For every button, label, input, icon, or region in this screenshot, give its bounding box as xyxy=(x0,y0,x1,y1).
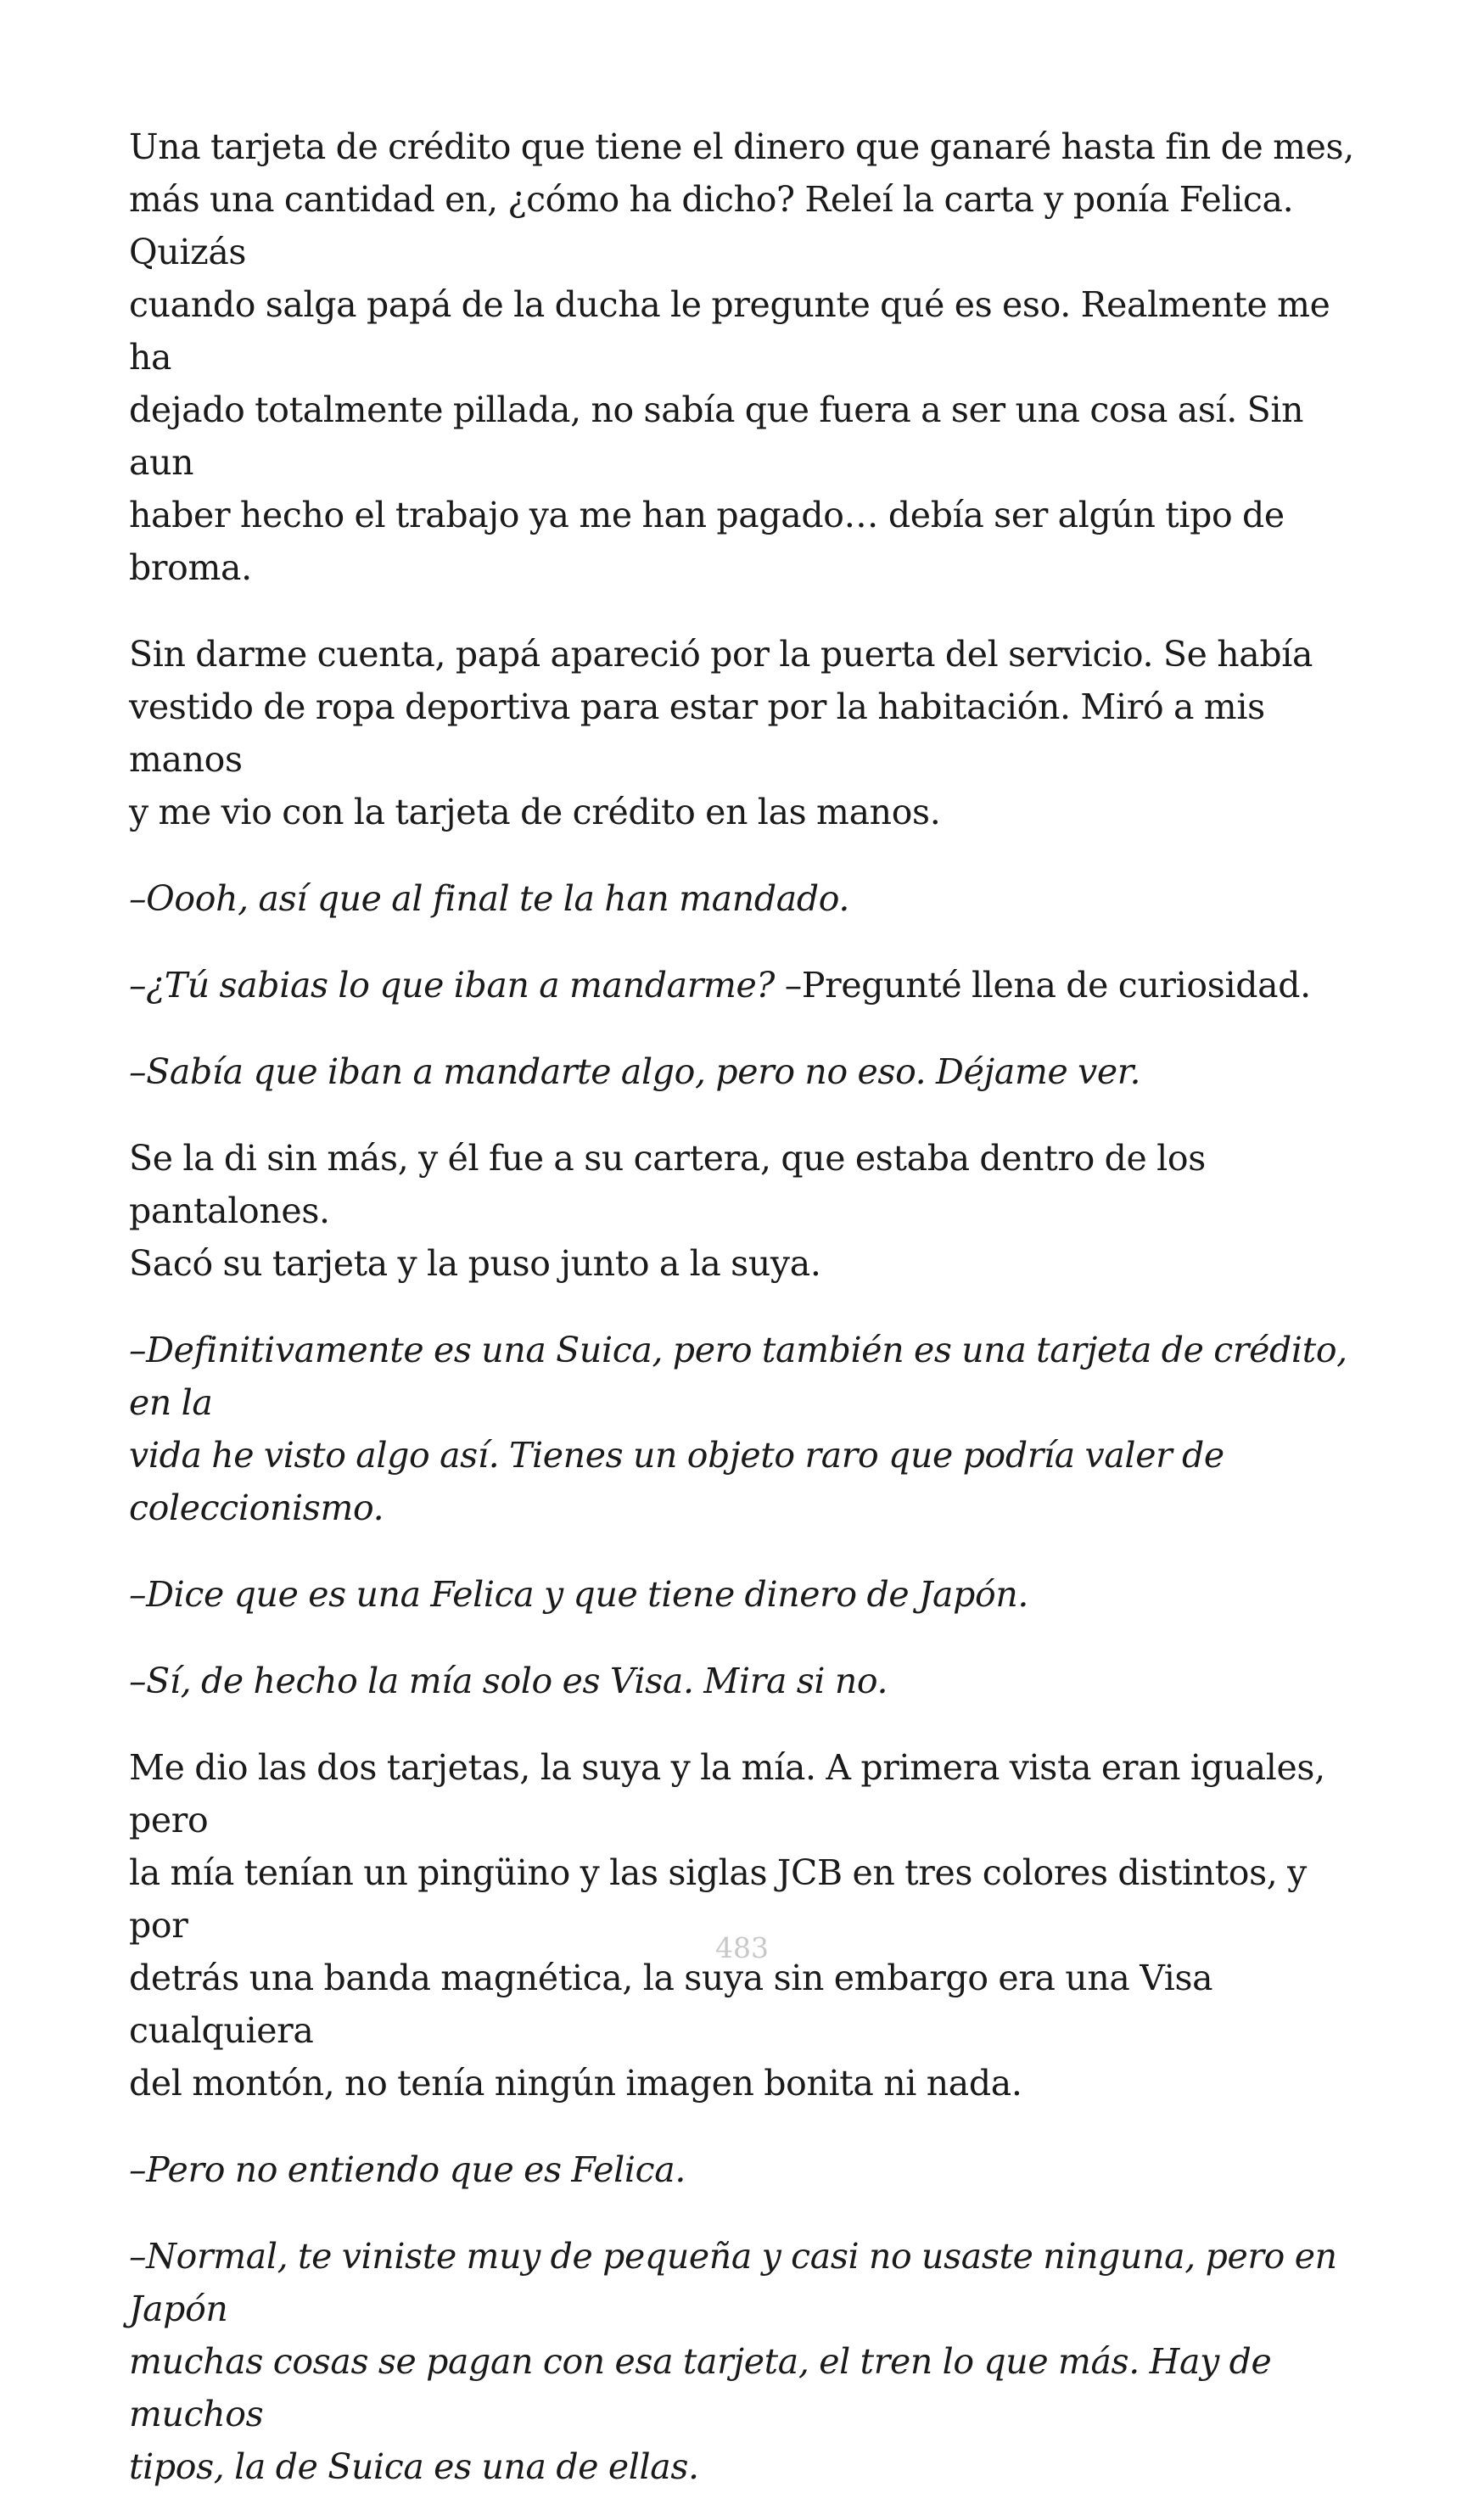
dialogue-line: –Oooh, así que al final te la han mandado. xyxy=(129,878,850,919)
dialogue-line: –Dice que es una Felica y que tiene dinero de Japón. xyxy=(129,1574,1029,1615)
dialogue-line: –Sí, de hecho la mía solo es Visa. Mira si no. xyxy=(129,1661,888,1701)
dialogue-line: –Normal, te viniste muy de pequeña y casi no usaste ninguna, pero en Japón muchas cosas se pagan con esa tarjeta, el tren lo que más. Hay de muchos tipos, la de Suica es una de ellas. xyxy=(129,2236,1337,2487)
body-text xyxy=(129,120,1359,2493)
paragraph-10: Me dio las dos tarjetas, la suya y la mía. A primera vista eran iguales, pero la mía tenían un pingüino y las siglas JCB en tres colores distintos, y por detrás una banda magnética, la suya sin embargo era una Visa cualquiera del montón, no tenía ningún imagen bonita ni nada. xyxy=(129,1747,1325,2104)
dialogue-line-mixed: –¿Tú sabias lo que iban a mandarme? –Pregunté llena de curiosidad. xyxy=(129,965,1311,1006)
dialogue-line: –Pero no entiendo que es Felica. xyxy=(129,2149,686,2190)
page-number: 483 xyxy=(715,1931,769,1964)
dialogue-line: –Definitivamente es una Suica, pero también es una tarjeta de crédito, en la vida he visto algo así. Tienes un objeto raro que podría valer de coleccionismo. xyxy=(129,1330,1347,1528)
paragraph-2: Sin darme cuenta, papá apareció por la puerta del servicio. Se había vestido de ropa deportiva para estar por la habitación. Miró a mis manos y me vio con la tarjeta de crédito en las manos. xyxy=(129,634,1313,832)
paragraph-1: Una tarjeta de crédito que tiene el dinero que ganaré hasta fin de mes, más una cantidad en, ¿cómo ha dicho? Releí la carta y ponía Felica. Quizás cuando salga papá de la ducha le pregunte qué es eso. Realmente me ha dejado totalmente pillada, no sabía que fuera a ser una cosa así. Sin aun haber hecho el trabajo ya me han pagado… debía ser algún tipo de broma. xyxy=(129,126,1354,588)
paragraph-6: Se la di sin más, y él fue a su cartera, que estaba dentro de los pantalones. Sacó su tarjeta y la puso junto a la suya. xyxy=(129,1138,1206,1284)
dialogue-line: –Sabía que iban a mandarte algo, pero no eso. Déjame ver. xyxy=(129,1051,1141,1092)
